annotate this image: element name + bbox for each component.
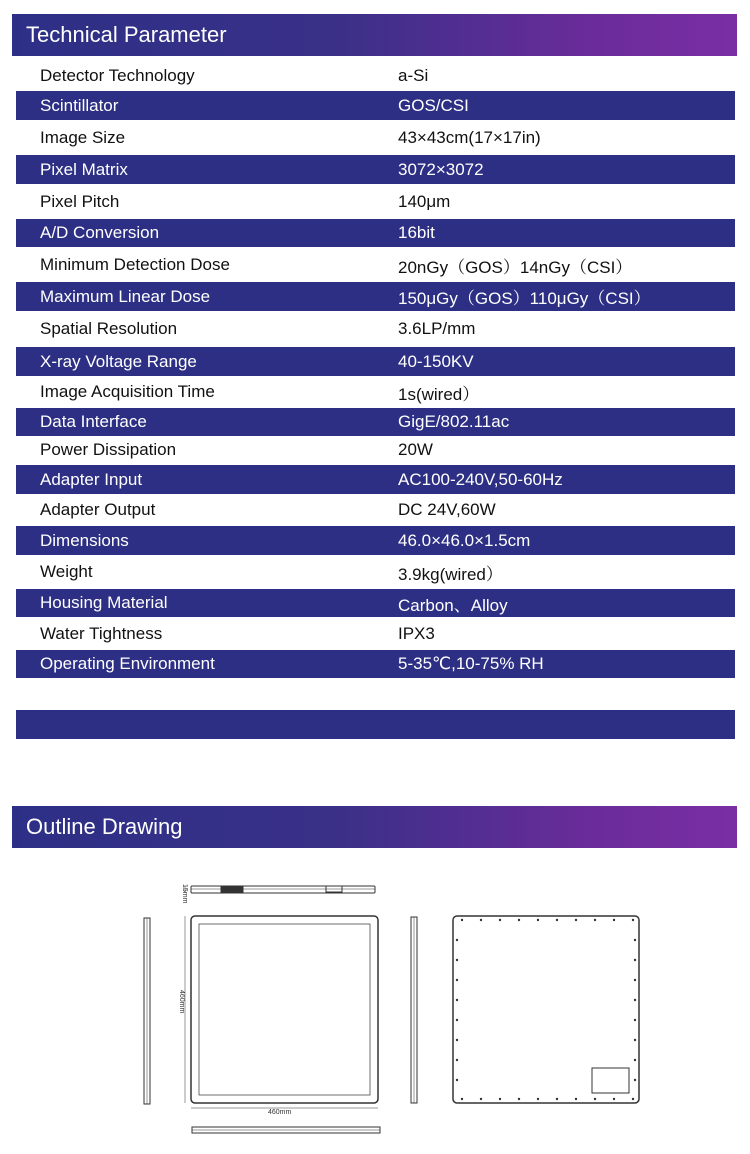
param-row	[16, 155, 735, 184]
param-label: A/D Conversion	[40, 223, 160, 242]
screw-hole	[613, 919, 615, 921]
param-value: 40-150KV	[398, 351, 474, 371]
param-label: Adapter Output	[40, 500, 156, 519]
param-label: X-ray Voltage Range	[40, 351, 197, 371]
screw-hole	[634, 959, 636, 961]
param-value: 20nGy（GOS）14nGy（CSI）	[398, 257, 633, 277]
param-row	[16, 187, 735, 216]
thickness-label: 15mm	[181, 884, 188, 904]
screw-hole	[518, 1098, 520, 1100]
screw-hole	[456, 1039, 458, 1041]
width-label: 460mm	[268, 1109, 292, 1116]
param-value: 5-35℃,10-75% RH	[398, 654, 544, 673]
screw-hole	[456, 1059, 458, 1061]
param-row	[16, 282, 735, 311]
screw-hole	[634, 1039, 636, 1041]
back-view	[453, 916, 639, 1103]
back-view-screw-holes	[456, 919, 636, 1100]
screw-hole	[461, 1098, 463, 1100]
param-value: DC 24V,60W	[398, 500, 496, 519]
bottom-edge-view	[192, 1127, 380, 1133]
param-value: 46.0×46.0×1.5cm	[398, 530, 531, 550]
screw-hole	[634, 939, 636, 941]
param-value: 140μm	[398, 191, 451, 211]
screw-hole	[634, 1079, 636, 1081]
param-value: GOS/CSI	[398, 95, 469, 115]
param-value: GigE/802.11ac	[398, 412, 510, 431]
param-value: 43×43cm(17×17in)	[398, 128, 541, 147]
empty-bar	[16, 710, 735, 739]
param-label: Image Size	[40, 128, 126, 147]
param-row	[16, 62, 735, 90]
screw-hole	[480, 919, 482, 921]
param-value: Carbon、Alloy	[398, 595, 508, 615]
param-label: Maximum Linear Dose	[40, 286, 211, 306]
param-value: 150μGy（GOS）110μGy（CSI）	[398, 289, 651, 308]
param-label: Weight	[40, 562, 93, 581]
screw-hole	[461, 919, 463, 921]
param-label: Data Interface	[40, 412, 147, 431]
param-row	[16, 91, 735, 120]
outline-drawing	[0, 870, 750, 1150]
param-value: 3072×3072	[398, 159, 484, 179]
screw-hole	[594, 919, 596, 921]
param-label: Housing Material	[40, 593, 168, 612]
param-row	[16, 250, 735, 280]
param-value: 16bit	[398, 223, 435, 242]
left-edge-view	[144, 918, 150, 1104]
param-value: 3.6LP/mm	[398, 319, 476, 338]
screw-hole	[632, 1098, 634, 1100]
screw-hole	[575, 1098, 577, 1100]
param-row	[16, 558, 735, 586]
height-label: 460mm	[178, 990, 185, 1014]
param-value: 20W	[398, 440, 433, 459]
screw-hole	[456, 939, 458, 941]
param-label: Detector Technology	[40, 66, 195, 85]
screw-hole	[518, 919, 520, 921]
screw-hole	[556, 919, 558, 921]
param-label: Water Tightness	[40, 623, 163, 643]
param-label: Power Dissipation	[40, 440, 177, 459]
param-label: Operating Environment	[40, 654, 215, 673]
param-value: a-Si	[398, 66, 429, 85]
screw-hole	[480, 1098, 482, 1100]
param-row	[16, 650, 735, 678]
param-row	[16, 314, 735, 344]
screw-hole	[456, 999, 458, 1001]
screw-hole	[613, 1098, 615, 1100]
param-row	[16, 347, 735, 376]
param-row	[16, 123, 735, 153]
outline-drawing-header: Outline Drawing	[12, 806, 737, 848]
param-row	[16, 589, 735, 617]
screw-hole	[594, 1098, 596, 1100]
screw-hole	[634, 979, 636, 981]
param-row	[16, 219, 735, 247]
screw-hole	[537, 919, 539, 921]
param-label: Minimum Detection Dose	[40, 255, 230, 274]
screw-hole	[499, 919, 501, 921]
param-value: 1s(wired）	[398, 384, 480, 404]
param-row	[16, 465, 735, 494]
screw-hole	[634, 1059, 636, 1061]
screw-hole	[556, 1098, 558, 1100]
right-edge-view	[411, 917, 417, 1103]
param-label: Image Acquisition Time	[40, 382, 215, 401]
param-row	[16, 620, 735, 647]
param-row	[16, 408, 735, 436]
param-value: IPX3	[398, 623, 435, 643]
screw-hole	[456, 1079, 458, 1081]
screw-hole	[499, 1098, 501, 1100]
param-value: AC100-240V,50-60Hz	[398, 469, 563, 489]
param-value: 3.9kg(wired）	[398, 564, 503, 584]
screw-hole	[575, 919, 577, 921]
top-edge-view	[185, 886, 375, 893]
screw-hole	[456, 979, 458, 981]
param-row	[16, 438, 735, 462]
front-view	[185, 916, 378, 1108]
param-label: Dimensions	[40, 530, 129, 550]
screw-hole	[537, 1098, 539, 1100]
screw-hole	[634, 999, 636, 1001]
param-label: Adapter Input	[40, 469, 143, 489]
param-label: Spatial Resolution	[40, 319, 178, 338]
screw-hole	[456, 959, 458, 961]
param-row	[16, 496, 735, 524]
param-row	[16, 378, 735, 406]
param-label: Pixel Pitch	[40, 191, 120, 211]
screw-hole	[634, 1019, 636, 1021]
screw-hole	[632, 919, 634, 921]
param-label: Pixel Matrix	[40, 159, 128, 179]
screw-hole	[456, 1019, 458, 1021]
technical-parameter-header: Technical Parameter	[12, 14, 737, 56]
param-label: Scintillator	[40, 95, 119, 115]
param-row	[16, 526, 735, 555]
